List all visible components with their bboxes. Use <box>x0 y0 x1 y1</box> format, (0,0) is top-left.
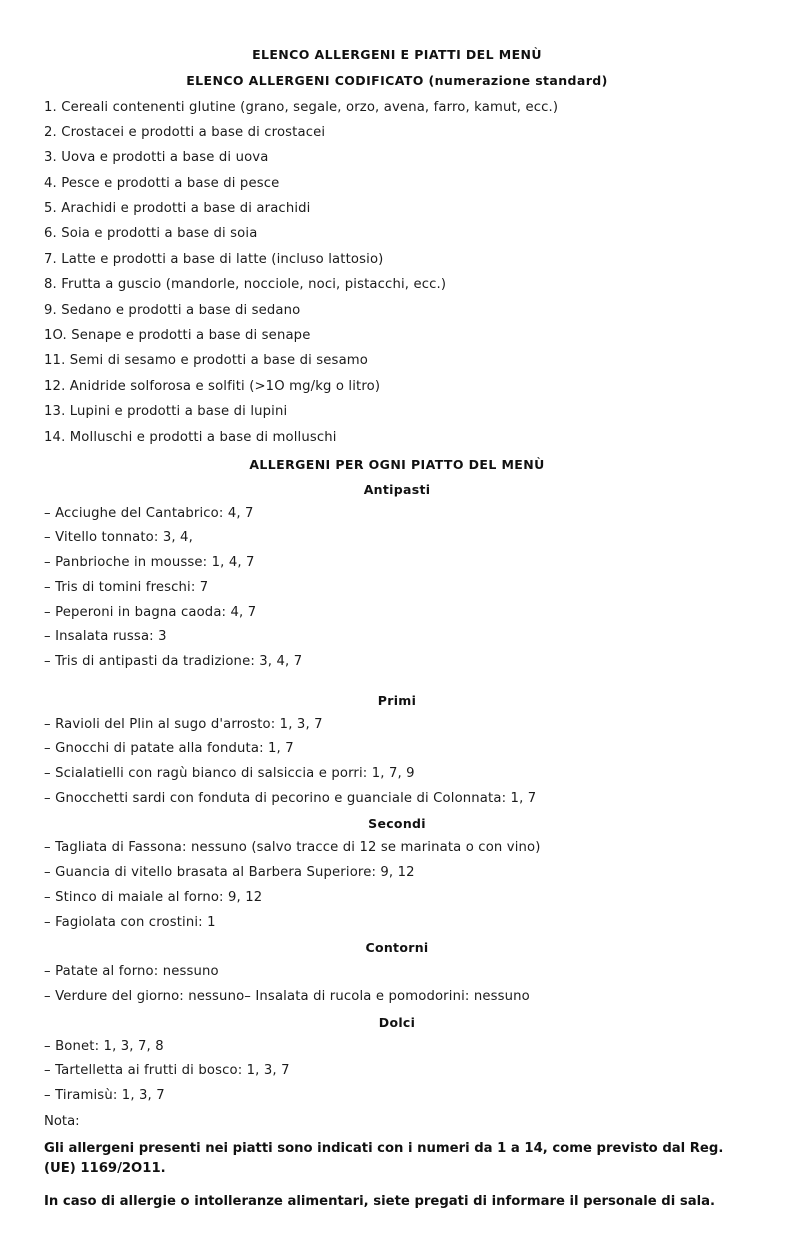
list-item: 14. Molluschi e prodotti a base di molluschi <box>44 429 337 445</box>
list-item: 1O. Senape e prodotti a base di senape <box>44 328 311 344</box>
note-line: Gli allergeni presenti nei piatti sono indicati con i numeri da 1 a 14, come previsto dal Reg. (UE) 1169/2O11. <box>44 1140 724 1177</box>
list-item: 11. Semi di sesamo e prodotti a base di sesamo <box>44 353 369 369</box>
allergen-list <box>44 101 750 444</box>
section-heading: Antipasti <box>363 481 431 497</box>
note-label: Nota: <box>44 1113 80 1129</box>
list-item: – Tagliata di Fassona: nessuno (salvo tracce di 12 se marinata o con vino) <box>44 840 541 856</box>
list-item: 3. Uova e prodotti a base di uova <box>44 150 269 166</box>
list-item: – Patate al forno: nessuno <box>44 964 219 980</box>
list-item: 8. Frutta a guscio (mandorle, nocciole, noci, pistacchi, ecc.) <box>44 277 447 293</box>
list-item: – Panbrioche in mousse: 1, 4, 7 <box>44 555 255 571</box>
note-line: In caso di allergie o intolleranze alimentari, siete pregati di informare il personale di sala. <box>44 1193 716 1209</box>
list-item: – Tris di tomini freschi: 7 <box>44 579 209 595</box>
list-item: 2. Crostacei e prodotti a base di crostacei <box>44 124 326 140</box>
list-item: – Acciughe del Cantabrico: 4, 7 <box>44 505 254 521</box>
list-item: – Peperoni in bagna caoda: 4, 7 <box>44 604 257 620</box>
list-item: – Bonet: 1, 3, 7, 8 <box>44 1038 164 1054</box>
list-item: – Scialatielli con ragù bianco di salsiccia e porri: 1, 7, 9 <box>44 766 415 782</box>
list-item: 6. Soia e prodotti a base di soia <box>44 226 258 242</box>
list-item: – Tartelletta ai frutti di bosco: 1, 3, 7 <box>44 1063 290 1079</box>
list-item: – Tiramisù: 1, 3, 7 <box>44 1088 165 1104</box>
menu-section-dolci <box>44 1015 750 1103</box>
list-item: – Guancia di vitello brasata al Barbera Superiore: 9, 12 <box>44 865 415 881</box>
list-item: 12. Anidride solforosa e solfiti (>1O mg/kg o litro) <box>44 378 381 394</box>
list-item: – Verdure del giorno: nessuno– Insalata di rucola e pomodorini: nessuno <box>44 988 530 1004</box>
page-title: ELENCO ALLERGENI E PIATTI DEL MENÙ <box>252 47 542 62</box>
list-item: – Gnocchi di patate alla fonduta: 1, 7 <box>44 741 294 757</box>
list-item: – Insalata russa: 3 <box>44 629 167 645</box>
section-heading: Dolci <box>378 1014 416 1030</box>
list-item: 13. Lupini e prodotti a base di lupini <box>44 404 288 420</box>
section-heading: Secondi <box>368 816 426 832</box>
list-item: 5. Arachidi e prodotti a base di arachidi <box>44 201 311 217</box>
list-item: 1. Cereali contenenti glutine (grano, segale, orzo, avena, farro, kamut, ecc.) <box>44 99 559 115</box>
list-item: – Vitello tonnato: 3, 4, <box>44 530 193 546</box>
menu-section-antipasti <box>44 482 750 668</box>
list-item: – Gnocchetti sardi con fonduta di pecorino e guanciale di Colonnata: 1, 7 <box>44 790 537 806</box>
section-heading: Primi <box>377 692 417 708</box>
section-heading: Contorni <box>365 940 429 956</box>
list-item: – Tris di antipasti da tradizione: 3, 4, 7 <box>44 653 303 669</box>
menu-section-contorni <box>44 940 750 1003</box>
list-item: – Stinco di maiale al forno: 9, 12 <box>44 889 263 905</box>
menu-allergens-title: ALLERGENI PER OGNI PIATTO DEL MENÙ <box>249 456 545 472</box>
list-item: 9. Sedano e prodotti a base di sedano <box>44 302 301 318</box>
spacer <box>44 680 750 687</box>
list-item: 4. Pesce e prodotti a base di pesce <box>44 175 280 191</box>
list-item: – Fagiolata con crostini: 1 <box>44 914 216 930</box>
menu-section-secondi <box>44 816 750 928</box>
list-item: 7. Latte e prodotti a base di latte (incluso lattosio) <box>44 251 384 267</box>
list-item: – Ravioli del Plin al sugo d'arrosto: 1, 3, 7 <box>44 716 323 732</box>
menu-section-primi <box>44 693 750 805</box>
allergen-list-subtitle: ELENCO ALLERGENI CODIFICATO (numerazione standard) <box>186 72 608 88</box>
